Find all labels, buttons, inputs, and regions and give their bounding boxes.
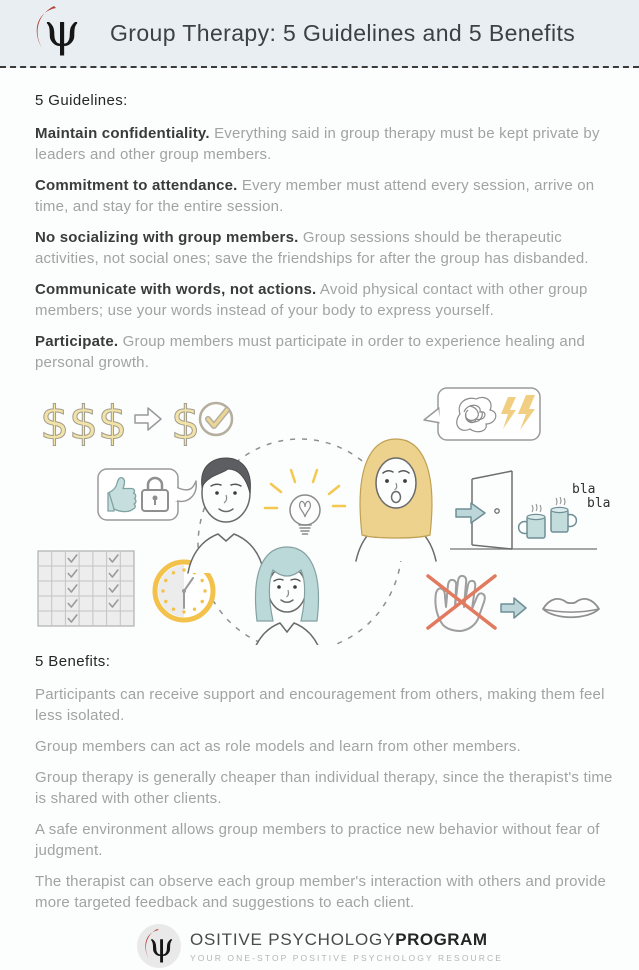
logo-psi-glyph: ψ bbox=[44, 4, 80, 57]
dollar-signs-icon bbox=[40, 396, 232, 450]
idea-lightbulb-icon bbox=[265, 470, 345, 534]
psi-logo-icon bbox=[30, 4, 80, 62]
guideline-item bbox=[35, 279, 621, 321]
guideline-lead: No socializing with group members. bbox=[35, 229, 299, 246]
guideline-item bbox=[35, 175, 621, 217]
guideline-item bbox=[35, 227, 621, 269]
door-arrow-icon bbox=[456, 503, 485, 523]
guideline-item bbox=[35, 123, 621, 165]
guideline-text: Group members must participate in order to experience healing and personal growth. bbox=[35, 333, 586, 371]
words-arrow-icon bbox=[501, 598, 526, 618]
brand-rest: OSITIVE bbox=[189, 929, 269, 949]
guideline-lead: Maintain confidentiality. bbox=[35, 125, 210, 142]
blue-haired-woman-face-icon bbox=[251, 547, 323, 645]
svg-text:$: $ bbox=[98, 396, 128, 450]
dollar-check-icon bbox=[171, 396, 232, 450]
svg-text:$: $ bbox=[40, 396, 70, 450]
attendance-calendar-icon bbox=[38, 551, 134, 626]
no-touching-hand-icon bbox=[428, 576, 495, 631]
footer-psi-logo-icon bbox=[136, 923, 182, 969]
guideline-lead: Commitment to attendance. bbox=[35, 177, 238, 194]
guideline-text: Everything said in group therapy must be kept private by leaders and other group members. bbox=[35, 125, 600, 163]
bla-text-1: bla bbox=[572, 482, 596, 497]
guideline-text: Group sessions should be therapeutic activities, not social ones; save the friendships for after the group has disbanded. bbox=[35, 229, 589, 267]
guideline-item bbox=[35, 331, 621, 373]
blonde-woman-face-icon bbox=[356, 439, 436, 561]
outline-arrow-icon bbox=[135, 408, 161, 430]
benefits-heading: 5 Benefits: bbox=[35, 653, 111, 670]
lips-icon bbox=[543, 599, 599, 617]
benefit-item: A safe environment allows group members to practice new behavior without fear of judgment. bbox=[35, 821, 600, 859]
guideline-lead: Participate. bbox=[35, 333, 119, 350]
guidelines-section bbox=[0, 68, 639, 373]
benefit-item: The therapist can observe each group member's interaction with others and provide more targeted feedback and suggestions to each client. bbox=[35, 873, 607, 911]
benefit-item: Group members can act as role models and learn from other members. bbox=[35, 738, 521, 755]
page-title: Group Therapy: 5 Guidelines and 5 Benefits bbox=[110, 19, 576, 46]
benefit-item: Participants can receive support and encouragement from others, making them feel less isolated. bbox=[35, 686, 605, 724]
guideline-text: Every member must attend every session, arrive on time, and stay for the entire session. bbox=[35, 177, 595, 215]
footer-logo-psi-glyph: ψ bbox=[148, 926, 175, 964]
coffee-mugs-icon bbox=[519, 497, 577, 538]
illustration-canvas bbox=[0, 383, 639, 645]
footer-brand bbox=[0, 923, 639, 969]
brand-bold: PROGRAM bbox=[395, 929, 488, 949]
svg-text:$: $ bbox=[171, 396, 201, 450]
guideline-lead: Communicate with words, not actions. bbox=[35, 281, 317, 298]
tangled-thoughts-bubble-icon bbox=[424, 388, 540, 440]
man-face-icon bbox=[188, 458, 264, 573]
guidelines-heading: 5 Guidelines: bbox=[35, 92, 128, 109]
brand-tagline: YOUR ONE-STOP POSITIVE PSYCHOLOGY RESOURCE bbox=[189, 952, 504, 963]
bla-text-2: bla bbox=[587, 496, 611, 511]
benefit-item: Group therapy is generally cheaper than individual therapy, since the therapist's time is shared with other clients. bbox=[35, 769, 613, 807]
svg-text:$: $ bbox=[69, 396, 99, 450]
confidential-speech-bubble-icon bbox=[98, 469, 196, 520]
guideline-text: Avoid physical contact with other group members; use your words instead of your body to express yourself. bbox=[35, 281, 588, 319]
header bbox=[0, 0, 639, 68]
brand-name bbox=[190, 930, 503, 950]
brand-text-block bbox=[190, 930, 503, 963]
illustration-band bbox=[0, 383, 639, 645]
brand-mid: PSYCHOLOGY bbox=[268, 929, 396, 949]
benefits-section bbox=[0, 645, 639, 913]
